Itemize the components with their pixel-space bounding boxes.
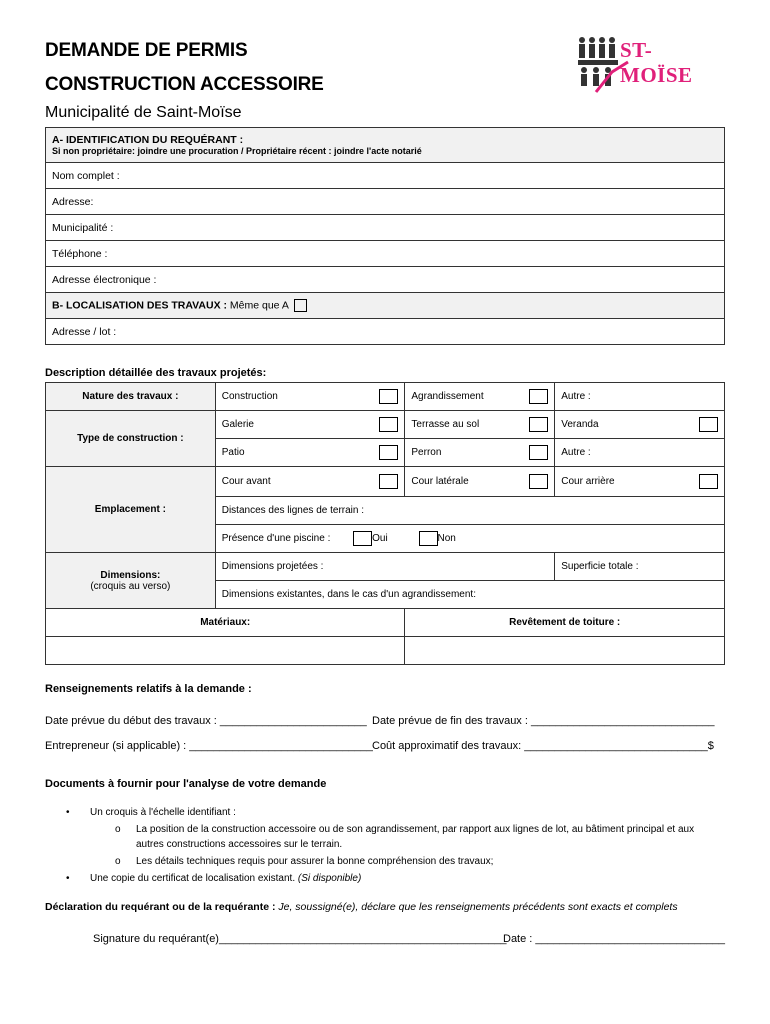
distances-field[interactable]: Distances des lignes de terrain :: [215, 497, 724, 525]
section-a-title: A- IDENTIFICATION DU REQUÉRANT :: [52, 134, 244, 146]
description-title: Description détaillée des travaux projetés:: [45, 367, 267, 379]
existing-dimensions-field[interactable]: Dimensions existantes, dans le cas d'un agrandissement:: [215, 581, 724, 609]
construction-checkbox[interactable]: [379, 389, 398, 404]
logo-text: ST-MOÏSE: [620, 38, 693, 87]
email-field[interactable]: Adresse électronique :: [46, 267, 725, 293]
pool-yes-label: Oui: [372, 533, 388, 545]
section-b-header: [46, 293, 725, 319]
document-item-sketch: Un croquis à l'échelle identifiant :: [90, 807, 236, 818]
declaration: [45, 901, 678, 913]
materials-field[interactable]: [46, 637, 405, 665]
pool-label: Présence d'une piscine :: [221, 533, 331, 545]
roofing-label: Revêtement de toiture :: [405, 609, 725, 637]
same-as-a-label: Même que A: [227, 299, 289, 312]
option-galerie: Galerie: [221, 419, 254, 430]
address-field[interactable]: Adresse:: [46, 189, 725, 215]
work-address-field[interactable]: Adresse / lot :: [46, 319, 725, 345]
option-patio: Patio: [221, 447, 245, 458]
document-subitem-position-cont: autres constructions accessoires sur le terrain.: [136, 839, 343, 850]
certificate-note: (Si disponible): [297, 873, 362, 884]
bullet-icon: •: [66, 873, 70, 884]
option-perron: Perron: [411, 447, 442, 458]
circle-bullet-icon: o: [115, 856, 121, 867]
option-cour-avant: Cour avant: [221, 476, 271, 487]
contractor-line[interactable]: Entrepreneur (si applicable) : ______________________________: [45, 740, 373, 752]
certificate-text: Une copie du certificat de localisation existant.: [90, 873, 296, 884]
declaration-text: Je, soussigné(e), déclare que les renseignements précédents sont exacts et complets: [275, 901, 678, 913]
municipality-subtitle: Municipalité de Saint-Moïse: [45, 104, 242, 121]
option-cour-arriere: Cour arrière: [561, 476, 615, 487]
option-construction: Construction: [221, 391, 278, 402]
patio-checkbox[interactable]: [379, 445, 398, 460]
cour-avant-checkbox[interactable]: [379, 474, 398, 489]
veranda-checkbox[interactable]: [699, 417, 718, 432]
section-a-header: [46, 128, 725, 163]
cour-arriere-checkbox[interactable]: [699, 474, 718, 489]
terrasse-checkbox[interactable]: [529, 417, 548, 432]
nature-other-field[interactable]: Autre :: [555, 383, 725, 411]
dimensions-sublabel: (croquis au verso): [90, 580, 171, 592]
agrandissement-checkbox[interactable]: [529, 389, 548, 404]
section-b-title: B- LOCALISATION DES TRAVAUX :: [52, 299, 227, 312]
municipality-logo: [574, 32, 724, 94]
applicant-identification-table: [45, 127, 725, 345]
pool-no-label: Non: [437, 533, 456, 545]
document-item-certificate: [90, 873, 361, 884]
pool-no-checkbox[interactable]: [419, 531, 438, 546]
section-a-note: Si non propriétaire: joindre une procuration / Propriétaire récent : joindre l'acte notarié: [52, 146, 422, 156]
perron-checkbox[interactable]: [529, 445, 548, 460]
total-area-field[interactable]: Superficie totale :: [555, 553, 725, 581]
materials-label: Matériaux:: [46, 609, 405, 637]
form-title-line2: CONSTRUCTION ACCESSOIRE: [45, 74, 324, 95]
nature-label: Nature des travaux :: [46, 383, 216, 411]
option-cour-laterale: Cour latérale: [411, 476, 469, 487]
phone-field[interactable]: Téléphone :: [46, 241, 725, 267]
dimensions-label: Dimensions:: [100, 569, 161, 581]
option-terrasse: Terrasse au sol: [411, 419, 480, 430]
option-veranda: Veranda: [561, 419, 599, 430]
circle-bullet-icon: o: [115, 824, 121, 835]
start-date-line[interactable]: Date prévue du début des travaux : ________________________: [45, 715, 367, 727]
declaration-label: Déclaration du requérant ou de la requérante :: [45, 901, 276, 913]
option-agrandissement: Agrandissement: [411, 391, 484, 402]
cost-line[interactable]: Coût approximatif des travaux: ______________________________$: [372, 740, 714, 752]
type-other-field[interactable]: Autre :: [555, 439, 725, 467]
location-label: Emplacement :: [46, 467, 216, 553]
galerie-checkbox[interactable]: [379, 417, 398, 432]
full-name-field[interactable]: Nom complet :: [46, 163, 725, 189]
pool-row: [215, 525, 724, 553]
type-label: Type de construction :: [46, 411, 216, 467]
signature-date-line[interactable]: Date : _______________________________: [503, 933, 726, 945]
document-subitem-position: La position de la construction accessoire ou de son agrandissement, par rapport aux lignes de lot, au bâtiment principal et aux: [136, 824, 695, 835]
end-date-line[interactable]: Date prévue de fin des travaux : ______________________________: [372, 715, 715, 727]
pool-yes-checkbox[interactable]: [353, 531, 372, 546]
roofing-field[interactable]: [405, 637, 725, 665]
documents-title: Documents à fournir pour l'analyse de votre demande: [45, 778, 327, 790]
municipality-field[interactable]: Municipalité :: [46, 215, 725, 241]
form-title-line1: DEMANDE DE PERMIS: [45, 40, 248, 61]
work-description-table: [45, 382, 725, 665]
projected-dimensions-field[interactable]: Dimensions projetées :: [215, 553, 555, 581]
signature-line[interactable]: Signature du requérant(e)_______________________________________________: [93, 933, 507, 945]
info-title: Renseignements relatifs à la demande :: [45, 683, 252, 695]
same-as-a-checkbox[interactable]: [294, 299, 307, 312]
cour-laterale-checkbox[interactable]: [529, 474, 548, 489]
document-subitem-technical: Les détails techniques requis pour assurer la bonne compréhension des travaux;: [136, 856, 494, 867]
bullet-icon: •: [66, 807, 70, 818]
dimensions-label-cell: [46, 553, 216, 609]
